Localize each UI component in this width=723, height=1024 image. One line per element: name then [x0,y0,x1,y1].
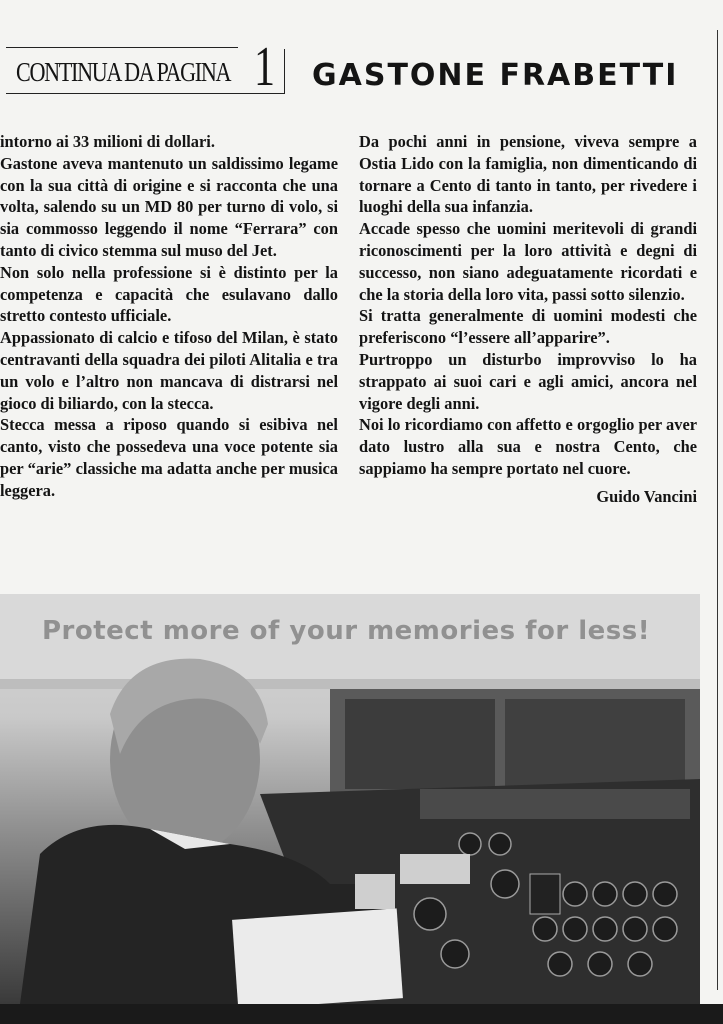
paragraph: Noi lo ricordiamo con affetto e orgoglio per aver dato lustro alla sua e nostra Cento, che sappiamo ha sempre portato nel cuore. [359,415,697,478]
page-edge-rule [717,30,718,990]
paragraph: Purtroppo un disturbo improvviso lo ha strappato ai suoi cari e agli amici, ancora nel vigore degli anni. [359,349,697,413]
paragraph: Gastone aveva mantenuto un saldissimo legame con la sua città di origine e si racconta che una volta, salendo su un MD 80 per turno di volo, si sia commosso leggendo il nome “Ferrara” con tanto di civico stemma sul muso del Jet. [0,153,338,260]
continued-from-header [6,36,284,98]
watermark-text: Protect more of your memories for less! [42,616,651,646]
paragraph: Appassionato di calcio e tifoso del Milan, è stato centravanti della squadra dei piloti Alitalia e tra un volo e l’altro non mancava di distrarsi nel gioco di biliardo, con la stecca. [0,328,338,413]
article-column-left [0,131,338,502]
header-vertical-rule [284,49,285,94]
article-column-right [359,131,697,508]
paragraph: Non solo nella professione si è distinto per la competenza e capacità che esulavano dallo stretto contesto ufficiale. [0,262,338,326]
paragraph: Si tratta generalmente di uomini modesti che preferiscono “l’essere all’apparire”. [359,306,697,348]
paragraph: intorno ai 33 milioni di dollari. [0,132,215,151]
cockpit-photo-illustration [0,594,700,1004]
continued-from-label: CONTINUA DA PAGINA [16,57,231,87]
author-signature: Guido Vancini [596,486,697,506]
paragraph: Stecca messa a riposo quando si esibiva nel canto, visto che possedeva una voce potente sia per “arie” classiche ma adatta anche per musica leggera. [0,415,338,500]
cockpit-photo [0,594,700,1004]
article-title: GASTONE FRABETTI [312,58,679,93]
paragraph: Accade spesso che uomini meritevoli di grandi riconoscimenti per la loro attività e degni di successo, non siano adeguatamente ricordati e che la storia della loro vita, passi sotto silenzio. [359,219,697,304]
header-bottom-rule [6,93,284,94]
scan-bottom-edge [0,1004,723,1024]
page-number: 1 [254,36,275,98]
header-top-rule [6,47,238,48]
paragraph: Da pochi anni in pensione, viveva sempre a Ostia Lido con la famiglia, non dimenticando di tornare a Cento di tanto in tanto, per rivedere i luoghi della sua infanzia. [359,132,697,217]
